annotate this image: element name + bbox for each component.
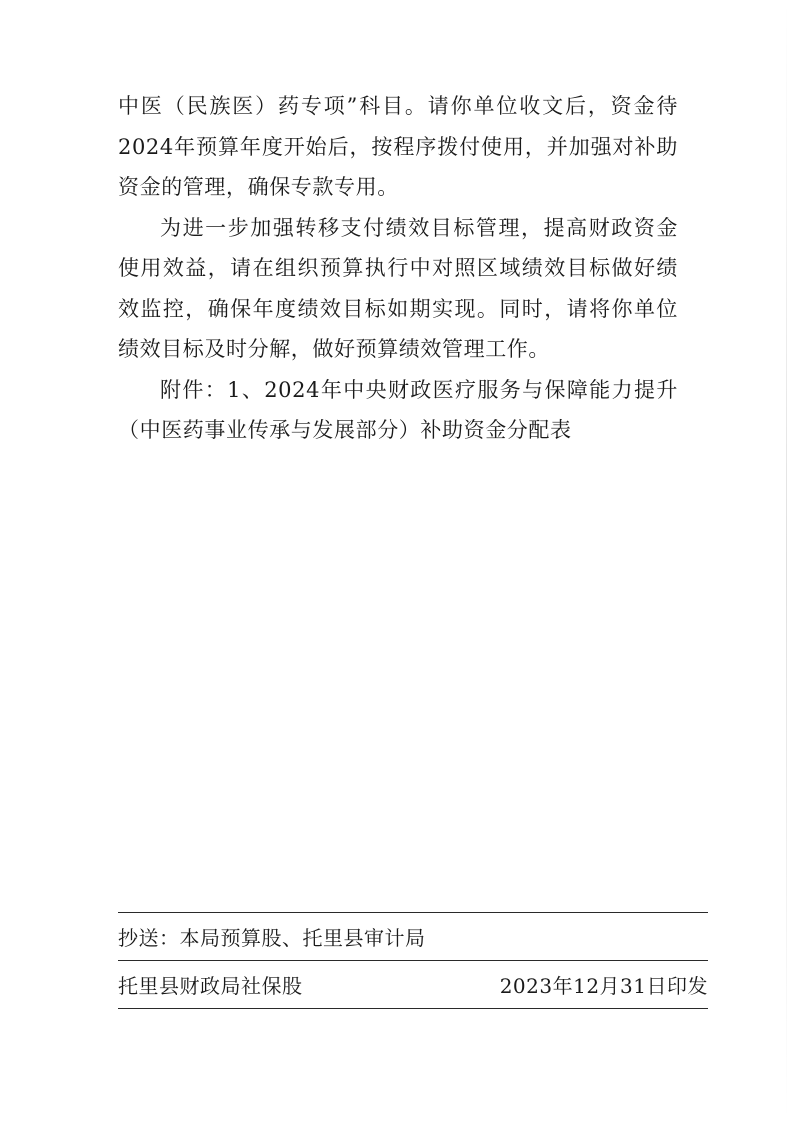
- issue-date: 2023年12月31日印发: [499, 974, 708, 998]
- footer-middle-rule: [118, 960, 708, 961]
- document-body: [118, 86, 678, 451]
- paragraph-fund-allocation: 中医（民族医）药专项”科目。请你单位收文后，资金待2024年预算年度开始后，按程序拨付使用，并加强对补助资金的管理，确保专款专用。: [118, 94, 678, 199]
- footer-bottom-rule: [118, 1008, 708, 1009]
- scan-edge-shadow: [786, 0, 787, 1122]
- paragraph-attachment: 附件：1、2024年中央财政医疗服务与保障能力提升（中医药事业传承与发展部分）补助资金分配表: [118, 377, 678, 442]
- footer-top-rule: [118, 912, 708, 913]
- paragraph-performance-management: 为进一步加强转移支付绩效目标管理，提高财政资金使用效益，请在组织预算执行中对照区域绩效目标做好绩效监控，确保年度绩效目标如期实现。同时，请将你单位绩效目标及时分解，做好预算绩效管理工作。: [118, 215, 678, 361]
- issuing-department: 托里县财政局社保股: [118, 974, 303, 998]
- cc-recipients: 抄送：本局预算股、托里县审计局: [118, 926, 426, 950]
